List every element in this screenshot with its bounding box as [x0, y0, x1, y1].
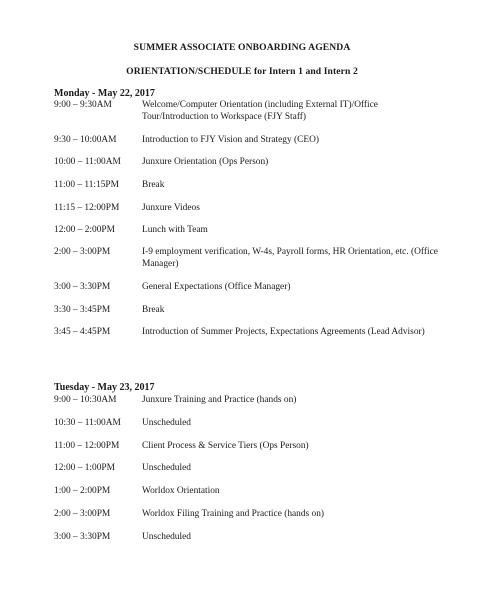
entry-time: 3:45 – 4:45PM: [54, 327, 111, 337]
entry-time: 1:00 – 2:00PM: [54, 486, 111, 496]
entry-description: Unscheduled: [142, 463, 191, 473]
entry-description: Junxure Training and Practice (hands on): [142, 395, 297, 405]
day-heading-monday: Monday - May 22, 2017: [54, 88, 155, 99]
entry-time: 2:00 – 3:00PM: [54, 509, 111, 519]
entry-description: I-9 employment verification, W-4s, Payroll forms, HR Orientation, etc. (Office Manager): [142, 247, 438, 269]
entry-description: Break: [142, 305, 165, 315]
entry-time: 9:00 – 9:30AM: [54, 100, 112, 110]
entry-description: Welcome/Computer Orientation (including External IT)/Office Tour/Introduction to Workspace (FJY Staff): [142, 100, 378, 122]
entry-time: 9:30 – 10:00AM: [54, 135, 117, 145]
entry-time: 10:30 – 11:00AM: [54, 418, 121, 428]
entry-time: 3:30 – 3:45PM: [54, 305, 111, 315]
entry-description: Unscheduled: [142, 418, 191, 428]
entry-time: 2:00 – 3:00PM: [54, 247, 111, 257]
entry-description: Lunch with Team: [142, 225, 208, 235]
entry-description: Unscheduled: [142, 532, 191, 542]
entry-description: Worldox Orientation: [142, 486, 220, 496]
entry-time: 3:00 – 3:30PM: [54, 282, 111, 292]
entry-time: 12:00 – 1:00PM: [54, 463, 115, 473]
entry-description: Introduction to FJY Vision and Strategy (CEO): [142, 135, 320, 145]
entry-time: 10:00 – 11:00AM: [54, 157, 121, 167]
entry-time: 11:00 – 11:15PM: [54, 180, 119, 190]
entry-description: Client Process & Service Tiers (Ops Person): [142, 441, 309, 451]
entry-description: General Expectations (Office Manager): [142, 282, 291, 292]
entry-time: 9:00 – 10:30AM: [54, 395, 117, 405]
entry-time: 11:00 – 12:00PM: [54, 441, 120, 451]
entry-time: 11:15 – 12:00PM: [54, 203, 120, 213]
entry-time: 3:00 – 3:30PM: [54, 532, 111, 542]
entry-time: 12:00 – 2:00PM: [54, 225, 115, 235]
entry-description: Worldox Filing Training and Practice (hands on): [142, 509, 325, 519]
day-heading-tuesday: Tuesday - May 23, 2017: [54, 382, 155, 393]
document-title: SUMMER ASSOCIATE ONBOARDING AGENDA: [133, 42, 351, 53]
entry-description: Break: [142, 180, 165, 190]
entry-description: Introduction of Summer Projects, Expectations Agreements (Lead Advisor): [142, 327, 425, 337]
entry-description: Junxure Orientation (Ops Person): [142, 157, 269, 167]
document-subtitle: ORIENTATION/SCHEDULE for Intern 1 and Intern 2: [126, 66, 358, 77]
entry-description: Junxure Videos: [142, 203, 200, 213]
